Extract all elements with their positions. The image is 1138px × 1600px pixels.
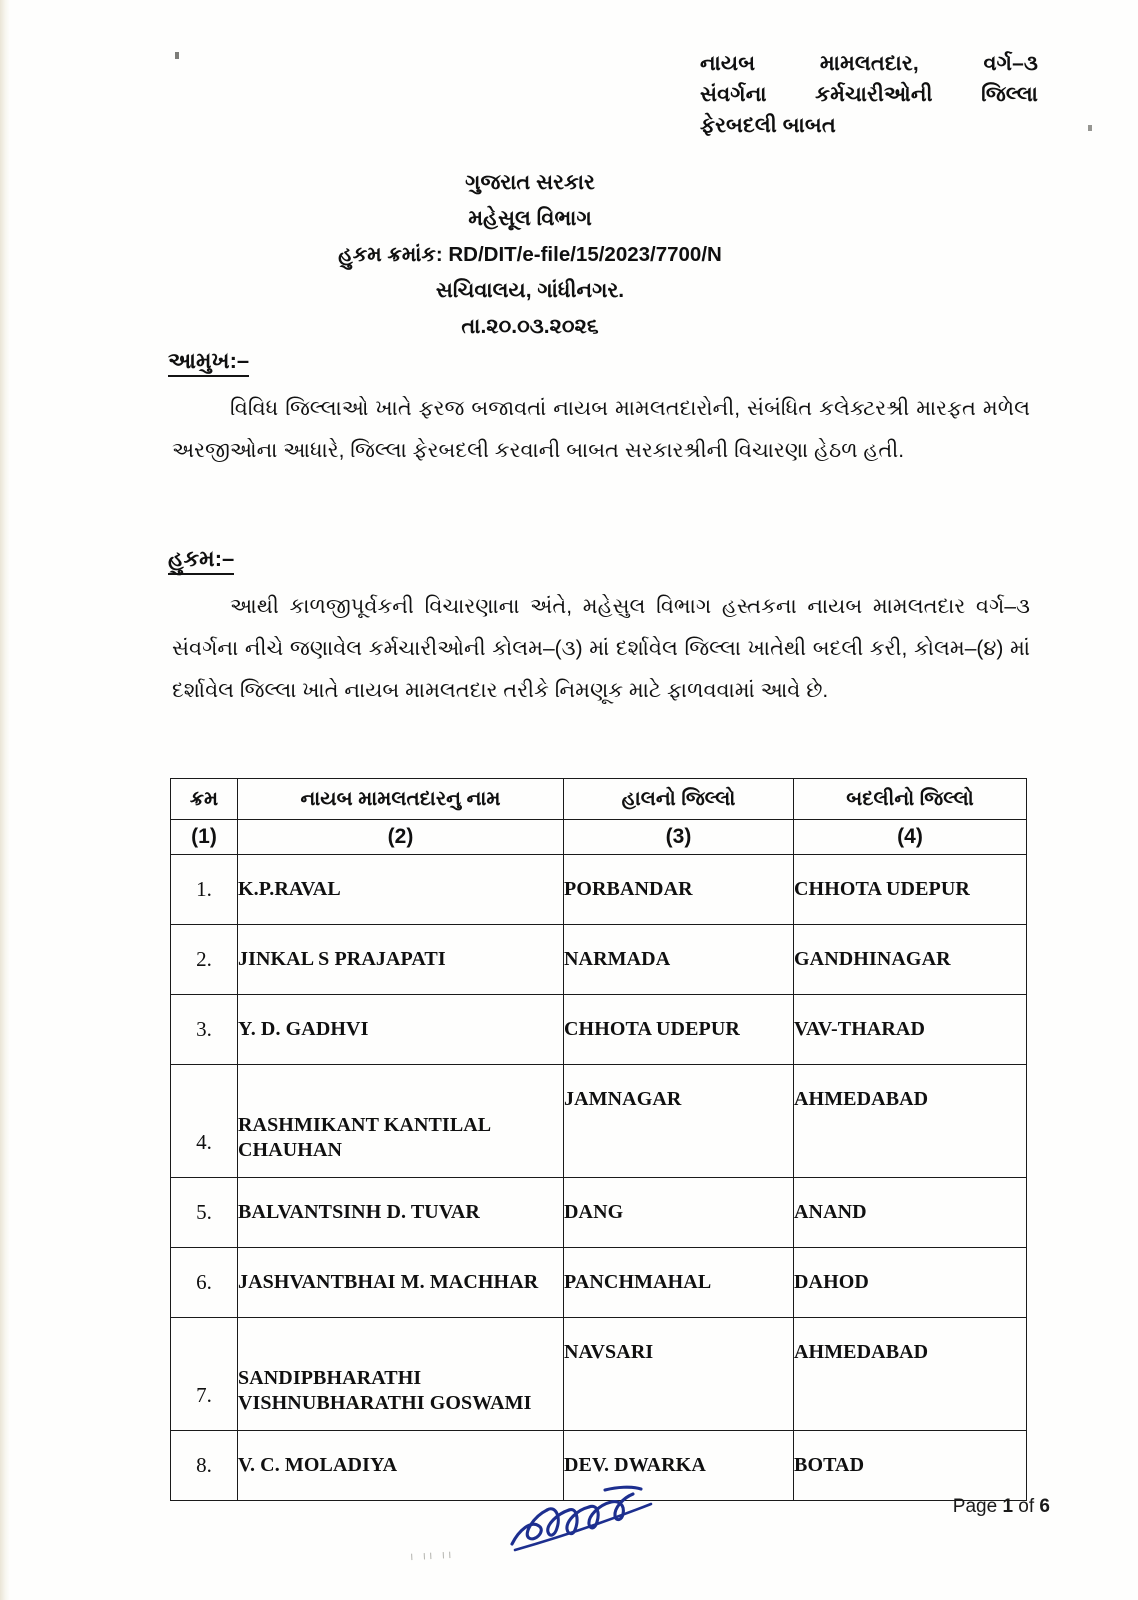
cell-current-district: DEV. DWARKA (564, 1431, 794, 1501)
col-number-4: (4) (794, 820, 1027, 855)
department-name: મહેસૂલ વિભાગ (468, 207, 592, 230)
subject-line-1 (700, 48, 1038, 79)
scan-speck-artifact (1088, 125, 1092, 131)
cell-transfer-district: ANAND (794, 1178, 1027, 1248)
cell-current-district: JAMNAGAR (564, 1065, 794, 1178)
col-number-2: (2) (238, 820, 564, 855)
cell-current-district: NAVSARI (564, 1318, 794, 1431)
order-paragraph: આથી કાળજીપૂર્વકની વિચારણાના અંતે, મહેસુલ વિભાગ હસ્તકના નાયબ મામલતદાર વર્ગ–૩ સંવર્ગના નીચે જણાવેલ કર્મચારીઓની કોલમ–(૩) માં દર્શાવેલ જિલ્લા ખાતેથી બદલી કરી, કોલમ–(૪) માં દર્શાવેલ જિલ્લા ખાતે નાયબ મામલતદાર તરીકે નિમણૂક માટે ફાળવવામાં આવે છે. (172, 595, 1030, 702)
table-row (171, 1318, 1027, 1431)
table-row (171, 925, 1027, 995)
page-total: 6 (1039, 1496, 1050, 1517)
transfer-table (170, 778, 1027, 1501)
cell-current-district: CHHOTA UDEPUR (564, 995, 794, 1065)
subject-word: મામલતદાર, (819, 52, 919, 75)
cell-transfer-district: VAV-THARAD (794, 995, 1027, 1065)
order-date: તા.૨૦.૦૩.૨૦૨૬ (461, 315, 599, 338)
table-row (171, 855, 1027, 925)
page-number-footer (953, 1496, 1050, 1518)
page-label-middle: of (1013, 1496, 1040, 1517)
cell-transfer-district: BOTAD (794, 1431, 1027, 1501)
preamble-heading: આમુખ:– (168, 348, 249, 377)
cell-serial: 1. (171, 855, 238, 925)
cell-serial: 2. (171, 925, 238, 995)
faint-scan-mark: ı ıı ıı (409, 1546, 455, 1564)
gov-name: ગુજરાત સરકાર (465, 171, 595, 194)
preamble-paragraph: વિવિધ જિલ્લાઓ ખાતે ફરજ બજાવતાં નાયબ મામલતદારોની, સંબંધિત કલેક્ટરશ્રી મારફત મળેલ અરજીઓના આધારે, જિલ્લા ફેરબદલી કરવાની બાબત સરકારશ્રીની વિચારણા હેઠળ હતી. (172, 397, 1030, 462)
col-header-to: બદલીનો જિલ્લો (794, 779, 1027, 820)
cell-officer-name: JASHVANTBHAI M. MACHHAR (238, 1248, 564, 1318)
subject-line-2 (700, 79, 1038, 110)
subject-word: જિલ્લા (981, 83, 1038, 106)
col-header-name: નાયબ મામલતદારનુ નામ (238, 779, 564, 820)
table-row (171, 1248, 1027, 1318)
cell-current-district: PORBANDAR (564, 855, 794, 925)
cell-transfer-district: CHHOTA UDEPUR (794, 855, 1027, 925)
cell-serial: 7. (171, 1318, 238, 1431)
cell-serial: 4. (171, 1065, 238, 1178)
subject-word: નાયબ (700, 52, 756, 75)
page-current: 1 (1002, 1496, 1014, 1517)
subject-word: વર્ગ–૩ (983, 52, 1038, 75)
table-row (171, 1065, 1027, 1178)
cell-officer-name: RASHMIKANT KANTILAL CHAUHAN (238, 1065, 564, 1178)
cell-transfer-district: GANDHINAGAR (794, 925, 1027, 995)
cell-officer-name: BALVANTSINH D. TUVAR (238, 1178, 564, 1248)
order-number: હુકમ ક્રમાંક: RD/DIT/e-file/15/2023/7700/N (338, 243, 722, 266)
page-label-prefix: Page (952, 1496, 1003, 1517)
subject-block (700, 48, 1038, 141)
cell-current-district: PANCHMAHAL (564, 1248, 794, 1318)
cell-serial: 3. (171, 995, 238, 1065)
cell-current-district: NARMADA (564, 925, 794, 995)
table-row (171, 995, 1027, 1065)
signature-mark (505, 1480, 695, 1560)
subject-line-3: ફેરબદલી બાબત (700, 114, 836, 137)
table-column-number-row (171, 820, 1027, 855)
table-header-row (171, 779, 1027, 820)
cell-transfer-district: AHMEDABAD (794, 1065, 1027, 1178)
cell-serial: 6. (171, 1248, 238, 1318)
cell-transfer-district: AHMEDABAD (794, 1318, 1027, 1431)
col-header-serial: ક્રમ (171, 779, 238, 820)
government-heading-block (180, 165, 880, 345)
col-number-3: (3) (564, 820, 794, 855)
subject-word: કર્મચારીઓની (815, 83, 933, 106)
scan-edge-artifact (0, 0, 10, 1600)
subject-word: સંવર્ગના (700, 83, 767, 106)
cell-current-district: DANG (564, 1178, 794, 1248)
cell-serial: 5. (171, 1178, 238, 1248)
cell-officer-name: K.P.RAVAL (238, 855, 564, 925)
col-header-from: હાલનો જિલ્લો (564, 779, 794, 820)
table-body (171, 855, 1027, 1501)
cell-officer-name: V. C. MOLADIYA (238, 1431, 564, 1501)
cell-officer-name: SANDIPBHARATHI VISHNUBHARATHI GOSWAMI (238, 1318, 564, 1431)
order-heading: હુકમ:– (168, 546, 234, 575)
col-number-1: (1) (171, 820, 238, 855)
office-location: સચિવાલય, ગાંધીનગર. (435, 279, 625, 302)
cell-transfer-district: DAHOD (794, 1248, 1027, 1318)
table-row (171, 1178, 1027, 1248)
cell-serial: 8. (171, 1431, 238, 1501)
cell-officer-name: JINKAL S PRAJAPATI (238, 925, 564, 995)
cell-officer-name: Y. D. GADHVI (238, 995, 564, 1065)
scan-speck-artifact (175, 52, 179, 59)
